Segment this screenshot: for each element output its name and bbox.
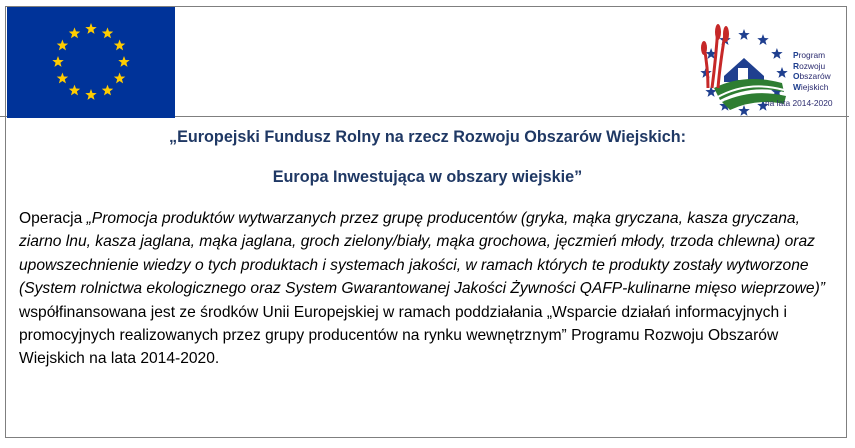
prow-cap-w: W <box>793 81 801 92</box>
description-prefix: Operacja <box>19 210 87 227</box>
prow-cap-p: P <box>793 50 799 60</box>
prow-cap-r: R <box>793 60 800 71</box>
prow-star-icon <box>738 105 749 116</box>
prow-line-rozwoju <box>793 61 853 72</box>
description-operation-title: „Promocja produktów wytwarzanych przez grupę producentów (gryka, mąka gryczana, kasza gryczana, ziarno lnu, kasza jaglana, mąka jaglana, groch zielony/biały, mąka grochowa, jęczmień młody, trzoda chlewna) oraz upowszechnienie wiedzy o tych produktach i systemach jakości, w ramach których te produkty zostały wytworzone (System rolnictwa ekologicznego oraz System Gwarantowanej Jakości Żywności QAFP-kulinarne mięso wieprzowe)” <box>19 210 825 298</box>
prow-years: na lata 2014-2020 <box>765 98 833 108</box>
prow-cap-o: O <box>793 71 800 81</box>
prow-rest-wiejskich: iejskich <box>800 81 829 92</box>
prow-star-icon <box>738 29 749 40</box>
prow-star-icon <box>757 34 768 45</box>
prow-star-icon <box>771 48 782 59</box>
prow-logo-text <box>793 50 853 92</box>
operation-description <box>19 207 837 371</box>
page-title-line2: Europa Inwestująca w obszary wiejskie” <box>272 168 583 186</box>
eu-flag-icon <box>7 7 175 118</box>
prow-wheat-ear-3 <box>701 41 707 55</box>
description-suffix: współfinansowana jest ze środków Unii Europejskiej w ramach poddziałania „Wsparcie działań informacyjnych i promocyjnych realizowanych przez grupy producentów na rynku wewnętrznym” Programu Rozwoju Obszarów Wiejskich na lata 2014-2020. <box>19 303 787 368</box>
prow-rest-program: rogram <box>798 50 826 60</box>
prow-rest-rozwoju: ozwoju <box>799 60 826 71</box>
prow-house-window <box>738 68 748 80</box>
prow-wheat-ear <box>715 24 721 40</box>
prow-line-wiejskich <box>793 82 853 93</box>
prow-line-obszarow <box>793 71 853 82</box>
prow-rest-obszarow: bszarów <box>799 71 831 81</box>
prow-line-program <box>793 50 853 61</box>
prow-wheat-ear-2 <box>723 26 729 42</box>
prow-star-icon <box>776 67 787 78</box>
page-title-line1: „Europejski Fundusz Rolny na rzecz Rozwoju Obszarów Wiejskich: <box>168 128 687 146</box>
